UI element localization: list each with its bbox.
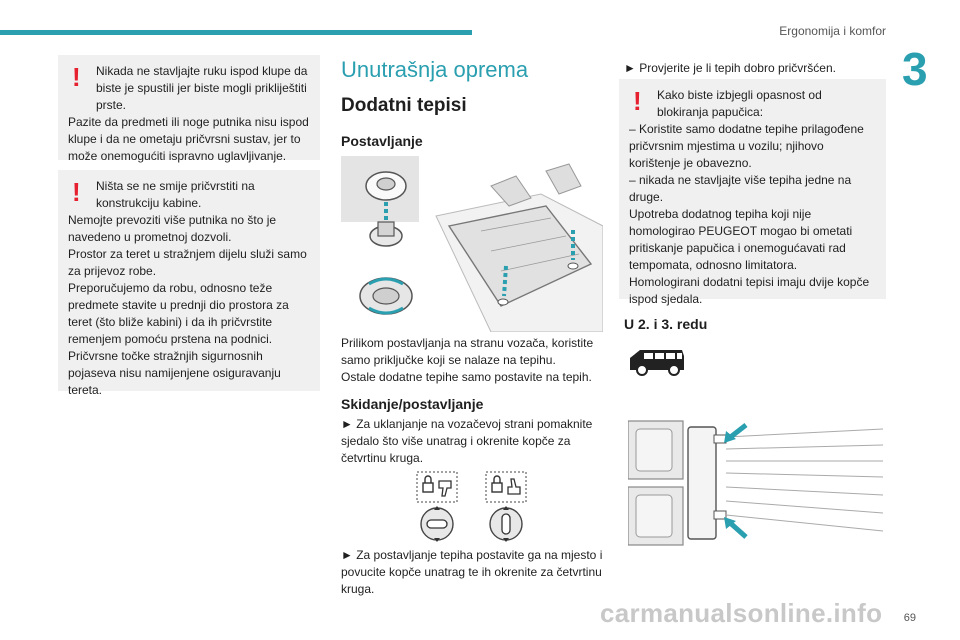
warning-1-text: Pazite da predmeti ili noge putnika nisu ispod klupe i da ne ometaju pričvrsni sustav, jer to može onemogućiti ispravno uglavljivanje. [68,115,309,163]
section-title: Unutrašnja oprema [341,57,529,82]
subheading-rows: U 2. i 3. redu [624,316,708,332]
warning-icon: ! [72,177,81,207]
section-header-title: Ergonomija i komfor [779,24,886,38]
installation-line: Prilikom postavljanja na stranu vozača, koristite samo priključke koji se nalaze na tepihu. [341,336,594,367]
installation-paragraph [341,335,603,386]
install-step: ► Za postavljanje tepiha postavite ga na mjesto i povucite kopče unatrag te ih okrenite za četvrtinu kruga. [341,548,603,596]
warning-3-line: Upotreba dodatnog tepiha koji nije homologirao PEUGEOT mogao bi ometati pritiskanje papučica i onemogućavati rad tempomata, odnosno limitatora. [629,207,853,272]
removal-step: ► Za uklanjanje na vozačevoj strani pomaknite sjedalo što više unatrag i okrenite kopče za četvrtinu kruga. [341,417,593,465]
installation-line: Ostale dodatne tepihe samo postavite na tepih. [341,370,592,384]
warning-2-line: Pričvrsne točke stražnjih sigurnosnih pojaseva nisu namijenjene osiguravanju tereta. [68,349,281,397]
check-step: ► Provjerite je li tepih dobro pričvršćen. [624,61,836,75]
warning-3-first-line: Kako biste izbjegli opasnost od blokiranja papučica: [657,88,822,119]
warning-2-first-line: Ništa se ne smije pričvrstiti na konstrukciju kabine. [96,179,255,210]
seat-rows-illustration [628,415,883,550]
watermark: carmanualsonline.info [600,598,883,628]
warning-3-line: – Koristite samo dodatne tepihe prilagođene pričvrsnim mjestima u vozilu; njihovo korištenje je obavezno. [629,122,864,170]
warning-2-line: Preporučujemo da robu, odnosno teže predmete stavite u prednji dio prostora za teret (što bliže kabini) i da ih pričvrstite remenjem pomoću prstena na podnici. [68,281,289,346]
warning-box-3 [619,79,886,306]
van-icon [628,348,686,376]
clip-lock-illustration [410,470,540,542]
subheading-skidanje: Skidanje/postavljanje [341,396,484,412]
warning-2-line: Nemojte prevoziti više putnika no što je navedeno u prometnoj dozvoli. [68,213,277,244]
warning-3-line: Homologirani dodatni tepisi imaju dvije kopče ispod sjedala. [629,275,870,306]
warning-icon: ! [633,86,642,116]
warning-1-first-line: Nikada ne stavljajte ruku ispod klupe da biste je spustili jer biste mogli prikliještiti prste. [96,64,308,112]
warning-2-line: Prostor za teret u stražnjem dijelu služi samo za prijevoz robe. [68,247,307,278]
warning-box-2 [58,170,320,397]
subheading-postavljanje: Postavljanje [341,133,423,149]
warning-3-line: – nikada ne stavljajte više tepiha jedne na druge. [629,173,852,204]
page-number: 69 [903,612,916,624]
warning-box-1 [58,55,320,163]
chapter-number: 3 [902,43,928,95]
header-accent-bar [0,30,472,35]
warning-icon: ! [72,62,81,92]
floor-mat-illustration [341,156,603,332]
main-title: Dodatni tepisi [341,95,467,116]
